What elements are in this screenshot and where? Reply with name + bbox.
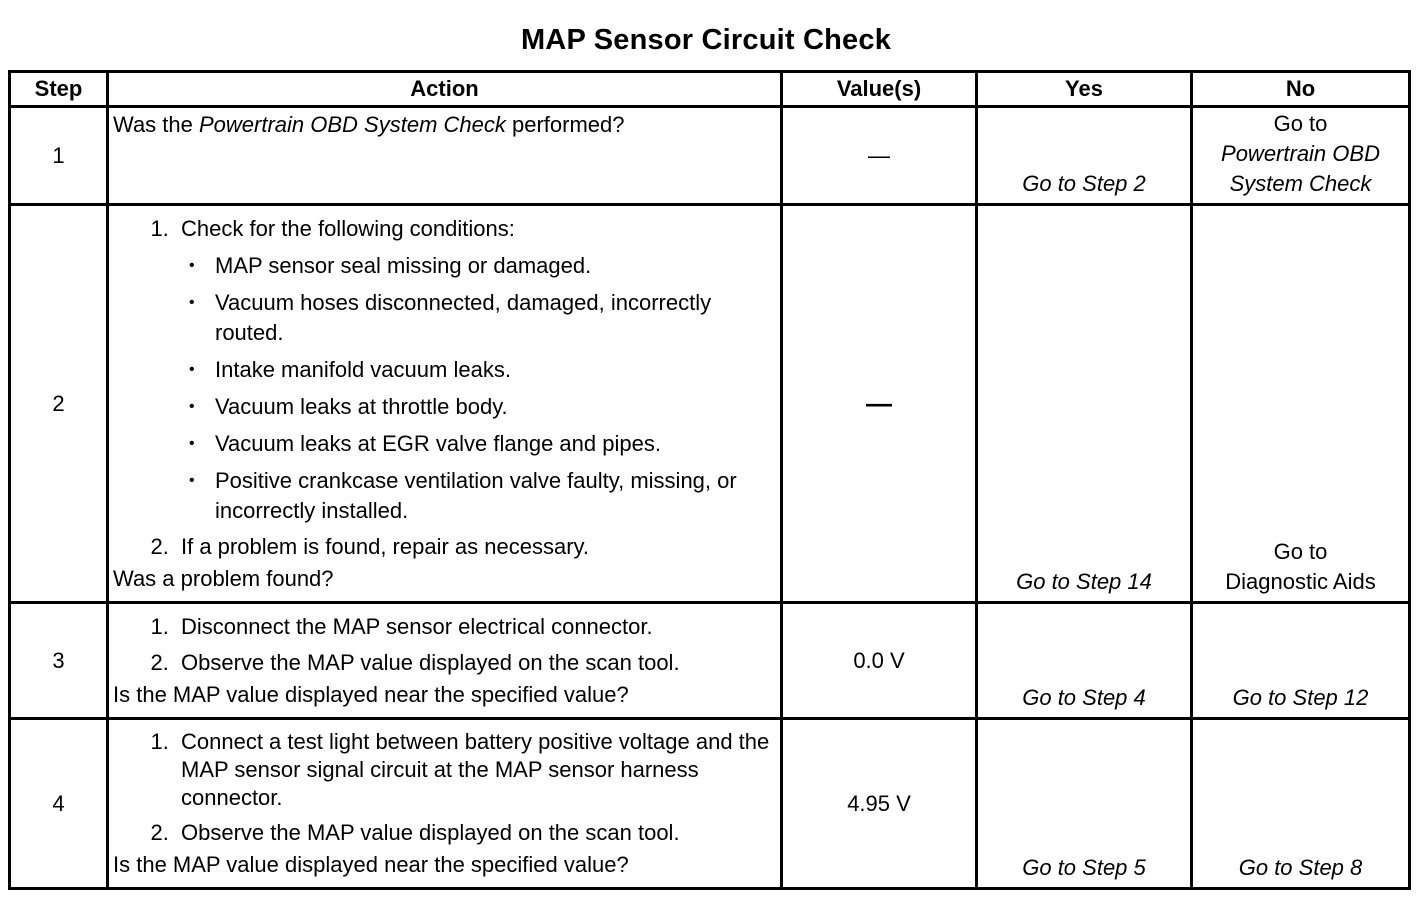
value-dash: — [866,387,892,418]
action-step: 1. Connect a test light between battery positive voltage and the MAP sensor signal circuit at the MAP sensor harness connector. [175,728,774,812]
yes-cell: Go to Step 14 [977,205,1192,603]
list-item: • MAP sensor seal missing or damaged. [215,251,774,281]
list-item: • Positive crankcase ventilation valve faulty, missing, or incorrectly installed. [215,466,774,526]
yes-cell: Go to Step 5 [977,719,1192,889]
no-ref: Diagnostic Aids [1225,569,1376,594]
list-item: • Vacuum hoses disconnected, damaged, incorrectly routed. [215,288,774,348]
question-italic-ref: Powertrain OBD System Check [199,112,506,137]
step-number: 3 [10,603,108,719]
action-step: 2. Observe the MAP value displayed on the scan tool. [175,648,774,678]
header-no: No [1192,72,1410,107]
header-yes: Yes [977,72,1192,107]
list-item: • Vacuum leaks at EGR valve flange and pipes. [215,429,774,459]
no-cell [1192,107,1410,205]
action-step: 2. Observe the MAP value displayed on the scan tool. [175,818,774,848]
action-question: Was a problem found? [113,566,334,591]
yes-cell: Go to Step 4 [977,603,1192,719]
action-cell [108,719,782,889]
header-action: Action [108,72,782,107]
value-cell [782,205,977,603]
action-steps [113,214,774,562]
list-item: • Intake manifold vacuum leaks. [215,355,774,385]
step-number: 1 [10,107,108,205]
table-header-row [10,72,1410,107]
value-dash: — [868,142,890,168]
question-prefix: Was the [113,112,199,137]
value-cell: 4.95 V [782,719,977,889]
action-cell [108,107,782,205]
step-number: 2 [10,205,108,603]
action-question: Is the MAP value displayed near the specified value? [113,682,629,707]
table-row [10,719,1410,889]
no-ref-line1: Powertrain OBD [1221,140,1380,166]
table-row [10,107,1410,205]
table-row [10,205,1410,603]
action-step: 1. Disconnect the MAP sensor electrical connector. [175,612,774,642]
value-cell: 0.0 V [782,603,977,719]
condition-list [181,251,774,526]
action-question: Is the MAP value displayed near the specified value? [113,852,629,877]
no-goto: Go to [1273,110,1328,136]
list-item: • Vacuum leaks at throttle body. [215,392,774,422]
no-cell: Go to Step 8 [1192,719,1410,889]
yes-cell: Go to Step 2 [977,107,1192,205]
no-ref-line2: System Check [1229,170,1372,196]
action-steps [113,728,774,848]
table-row [10,603,1410,719]
no-goto: Go to [1273,539,1328,564]
question-suffix: performed? [505,112,625,137]
action-steps [113,612,774,678]
action-cell [108,603,782,719]
value-cell [782,107,977,205]
action-step [175,214,774,526]
header-step: Step [10,72,108,107]
action-step-text: Check for the following conditions: [181,216,515,241]
page-title: MAP Sensor Circuit Check [520,24,892,56]
no-cell [1192,205,1410,603]
no-cell: Go to Step 12 [1192,603,1410,719]
step-number: 4 [10,719,108,889]
action-step: 2. If a problem is found, repair as necessary. [175,532,774,562]
header-values: Value(s) [782,72,977,107]
diagnostic-table [8,70,1411,890]
action-cell [108,205,782,603]
